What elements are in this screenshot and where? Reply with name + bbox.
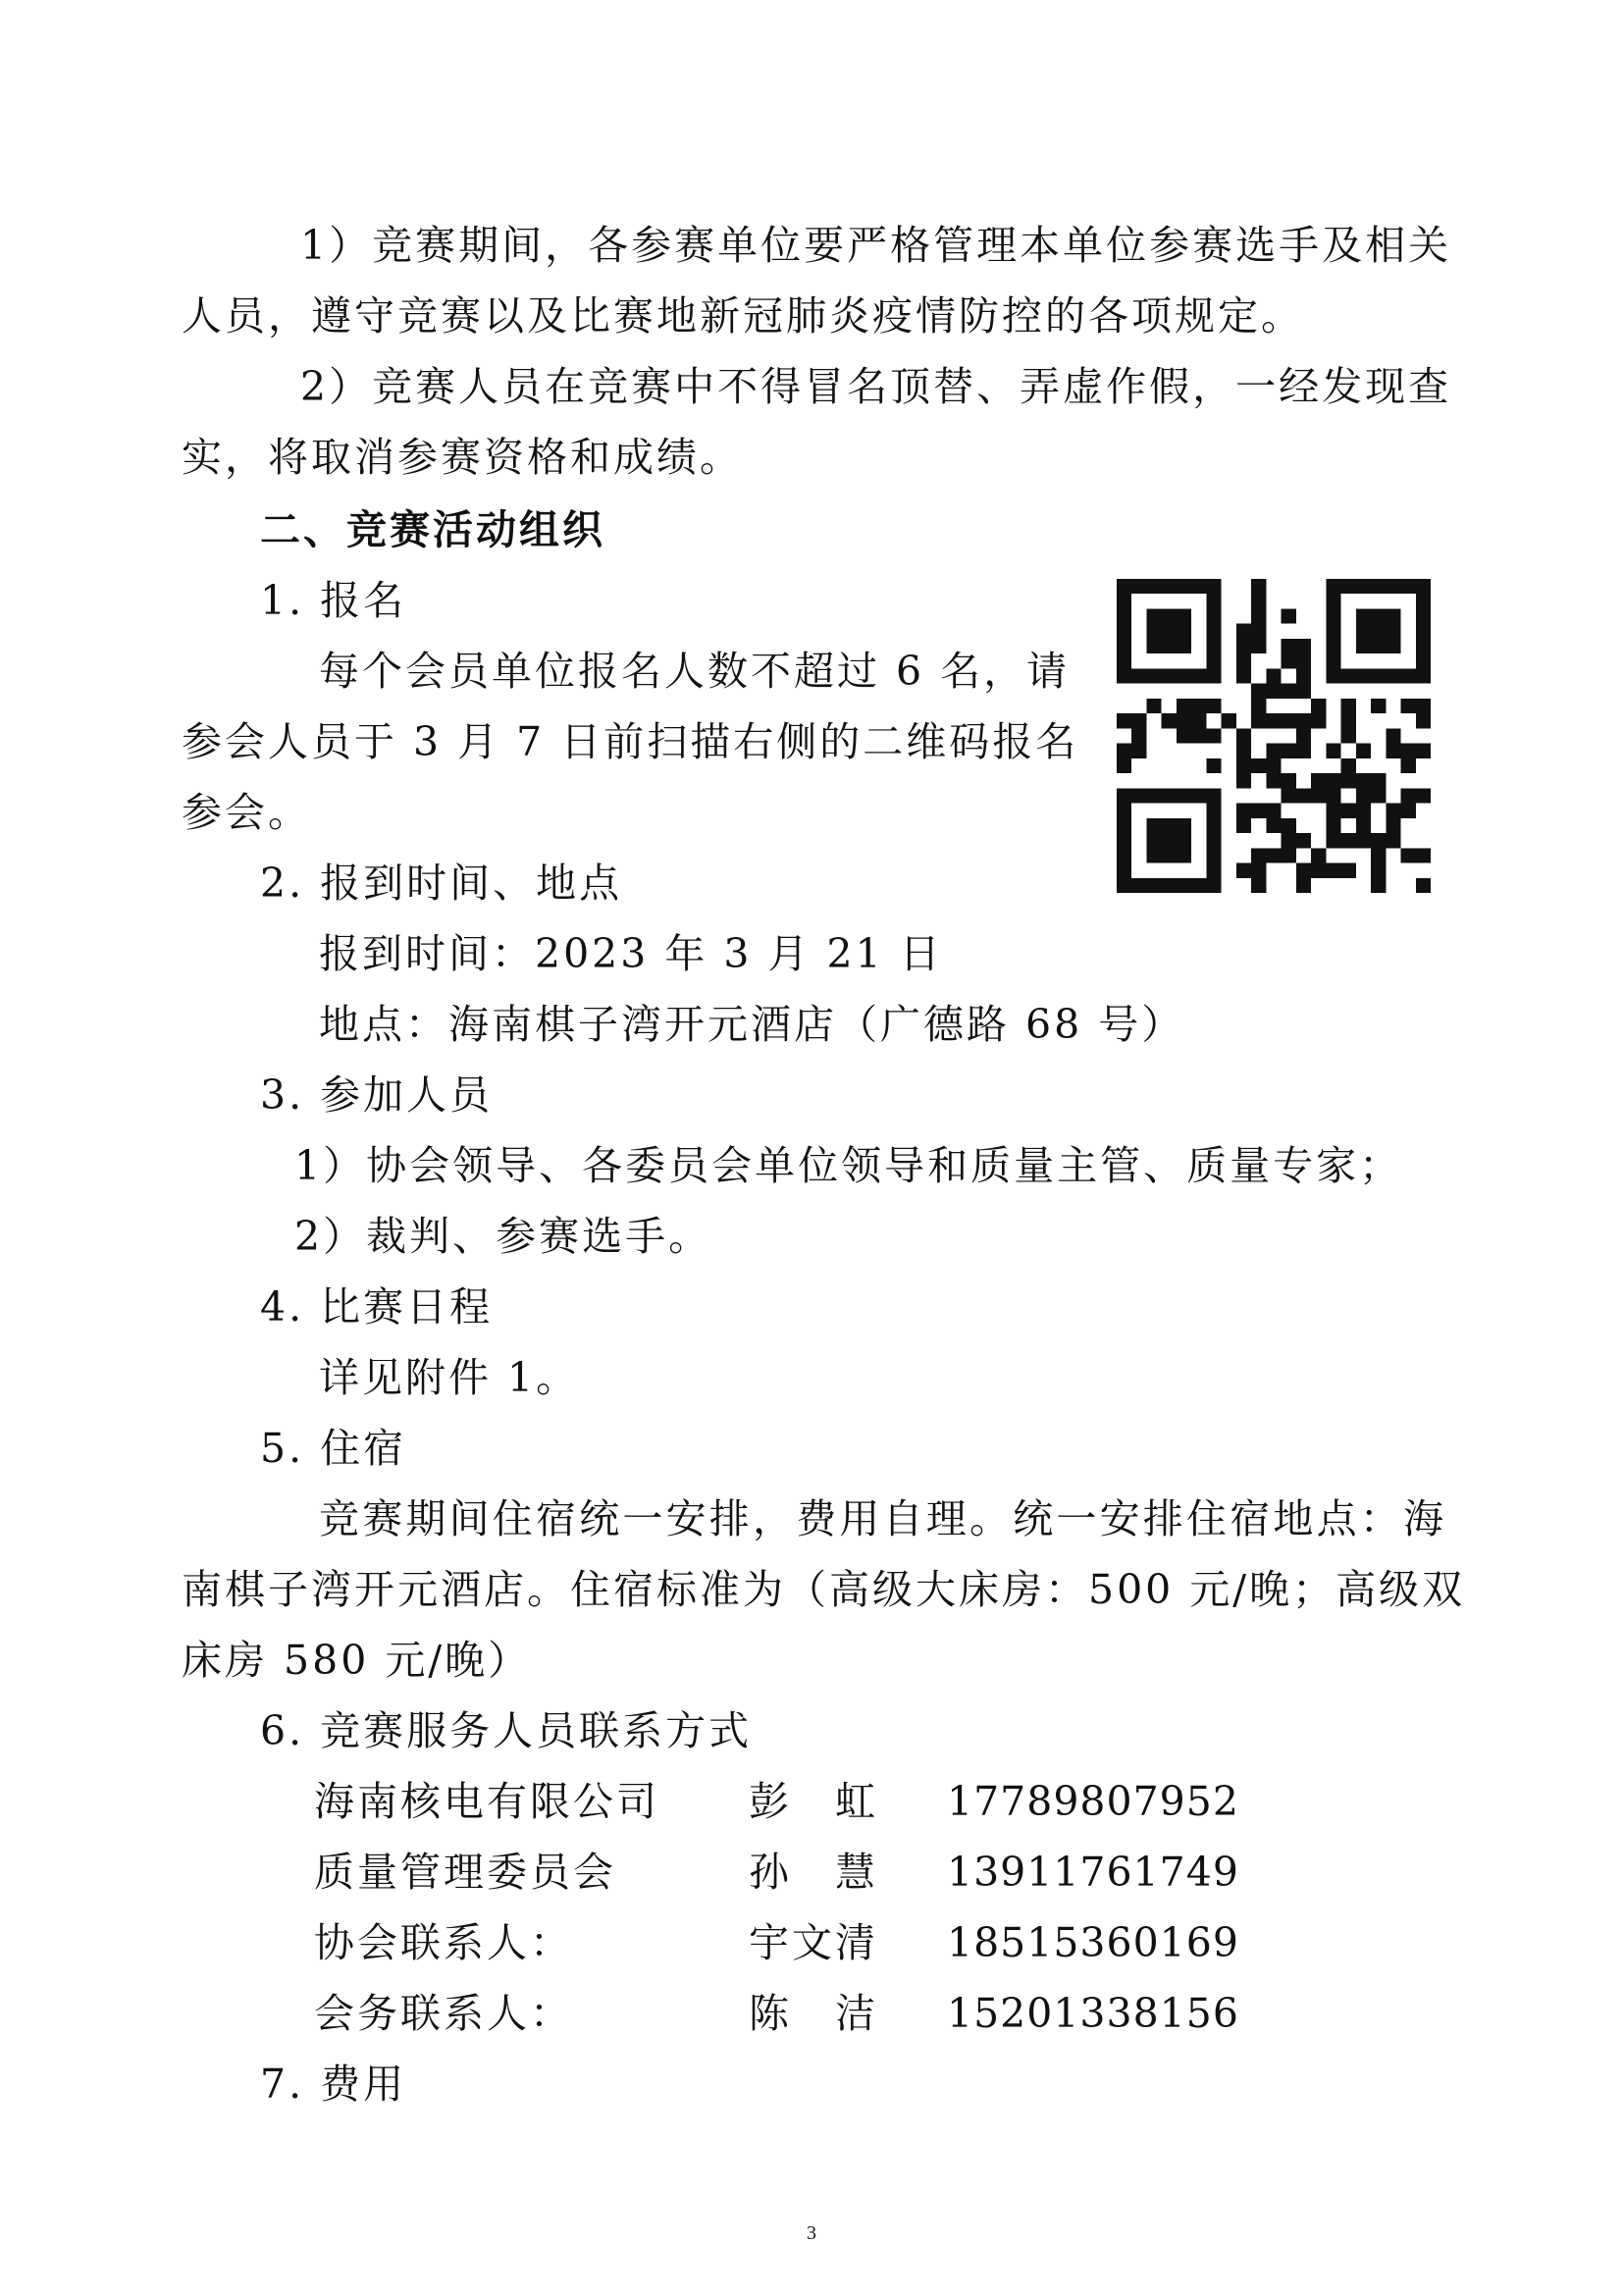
page-number: 3 <box>807 2222 816 2244</box>
accommodation-line-1: 竞赛期间住宿统一安排，费用自理。统一安排住宿地点：海 <box>319 1495 1446 1542</box>
contact-phone: 17789807952 <box>947 1778 1239 1825</box>
item-1-heading: 1. 报名 <box>260 577 407 624</box>
contact-phone: 18515360169 <box>947 1919 1239 1966</box>
accommodation-line-3: 床房 580 元/晚） <box>182 1637 532 1684</box>
rule-1-line-1: 1）竞赛期间，各参赛单位要严格管理本单位参赛选手及相关 <box>300 222 1452 269</box>
contact-org: 质量管理委员会 <box>314 1849 616 1896</box>
contact-person: 宇文清 <box>749 1919 878 1966</box>
item-7-heading: 7. 费用 <box>260 2061 407 2108</box>
contact-person: 陈 洁 <box>749 1990 878 2037</box>
rule-2-line-2: 实，将取消参赛资格和成绩。 <box>182 434 743 481</box>
item-3-heading: 3. 参加人员 <box>260 1071 494 1119</box>
rule-2-line-1: 2）竞赛人员在竞赛中不得冒名顶替、弄虚作假，一经发现查 <box>300 363 1452 410</box>
item-5-heading: 5. 住宿 <box>260 1425 407 1472</box>
rule-1-line-2: 人员，遵守竞赛以及比赛地新冠肺炎疫情防控的各项规定。 <box>182 292 1304 339</box>
section-heading: 二、竞赛活动组织 <box>260 506 605 553</box>
item-4-heading: 4. 比赛日程 <box>260 1283 494 1331</box>
contact-org: 协会联系人： <box>314 1919 573 1966</box>
contact-phone: 13911761749 <box>947 1849 1239 1896</box>
participants-line-2: 2）裁判、参赛选手。 <box>294 1213 712 1260</box>
participants-line-1: 1）协会领导、各委员会单位领导和质量主管、质量专家； <box>294 1142 1403 1189</box>
accommodation-line-2: 南棋子湾开元酒店。住宿标准为（高级大床房：500 元/晚；高级双 <box>182 1566 1466 1613</box>
item-6-heading: 6. 竞赛服务人员联系方式 <box>260 1707 753 1754</box>
contact-org: 会务联系人： <box>314 1990 573 2037</box>
contact-person: 彭 虹 <box>749 1778 878 1825</box>
item-1-text-line-3: 参会。 <box>182 789 311 836</box>
registration-time: 报到时间：2023 年 3 月 21 日 <box>319 930 943 977</box>
item-1-text-line-2: 参会人员于 3 月 7 日前扫描右侧的二维码报名 <box>182 718 1079 765</box>
item-2-heading: 2. 报到时间、地点 <box>260 860 623 907</box>
contact-person: 孙 慧 <box>749 1849 878 1896</box>
schedule-text: 详见附件 1。 <box>319 1354 580 1401</box>
registration-location: 地点：海南棋子湾开元酒店（广德路 68 号） <box>319 1001 1185 1048</box>
registration-qr-code <box>1117 579 1431 893</box>
contact-phone: 15201338156 <box>947 1990 1239 2037</box>
contact-org: 海南核电有限公司 <box>314 1778 659 1825</box>
qr-code-image <box>1117 579 1431 893</box>
item-1-text-line-1: 每个会员单位报名人数不超过 6 名，请 <box>319 648 1071 695</box>
